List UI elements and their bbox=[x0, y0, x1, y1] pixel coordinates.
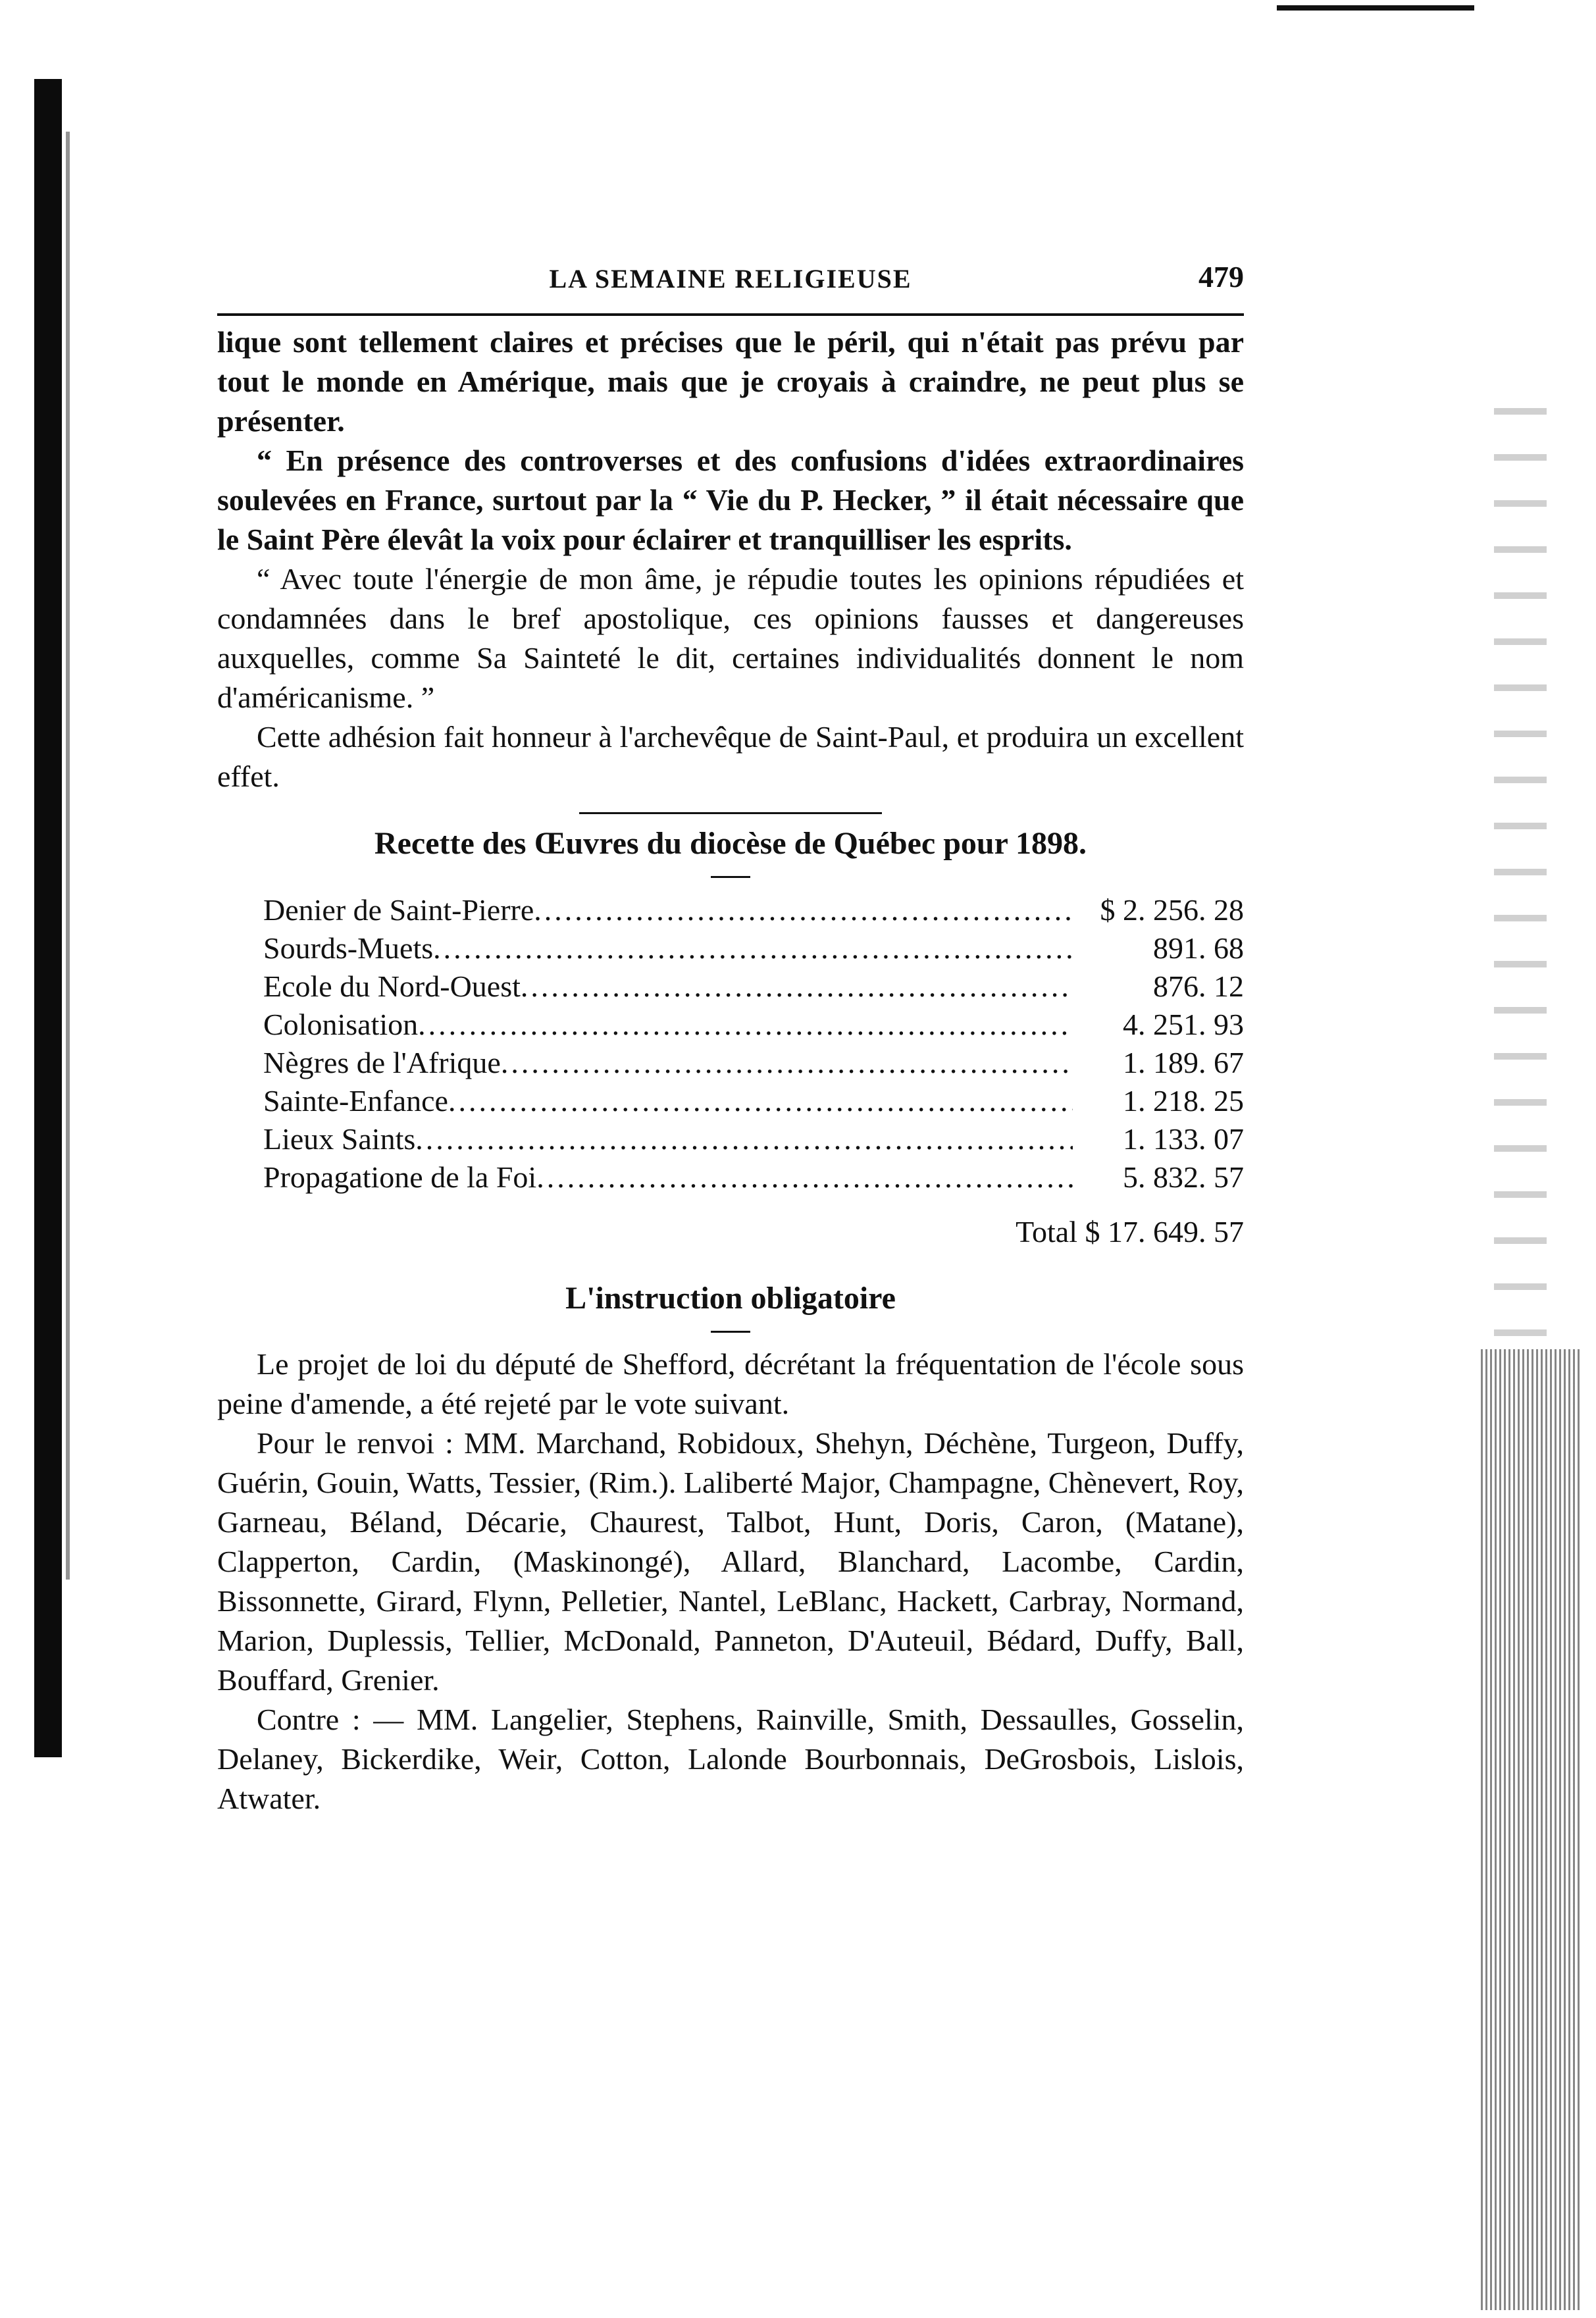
leader-dots bbox=[536, 1158, 1073, 1197]
scan-top-rule bbox=[1277, 5, 1474, 11]
leader-dots bbox=[534, 891, 1073, 929]
section-divider bbox=[579, 812, 882, 814]
table-row bbox=[263, 929, 1244, 967]
table-row bbox=[263, 891, 1244, 929]
row-label: Propagatione de la Foi bbox=[263, 1160, 537, 1194]
row-amount: 1. 133. 07 bbox=[1123, 1122, 1244, 1156]
leader-dots bbox=[448, 1082, 1073, 1120]
instruction-paragraph-3: Contre : — MM. Langelier, Stephens, Rainville, Smith, Dessaulles, Gosselin, Delaney, Bickerdike, Weir, Cotton, Lalonde Bourbonnais, DeGrosbois, Lislois, Atwater. bbox=[217, 1703, 1244, 1815]
leader-dots bbox=[521, 967, 1073, 1006]
table-row bbox=[263, 1082, 1244, 1120]
leader-dots bbox=[418, 1006, 1073, 1044]
page bbox=[217, 250, 1244, 1818]
row-amount: 1. 218. 25 bbox=[1123, 1084, 1244, 1118]
continuation-paragraph-1: lique sont tellement claires et précises que le péril, qui n'était pas prévu par tout le monde en Amérique, mais que je croyais à craindre, ne peut plus se présenter. bbox=[217, 325, 1244, 438]
page-number: 479 bbox=[1198, 260, 1244, 294]
scan-binding-shadow bbox=[34, 79, 62, 1757]
row-amount: 5. 832. 57 bbox=[1123, 1160, 1244, 1194]
leader-dots bbox=[501, 1044, 1073, 1082]
table-row bbox=[263, 967, 1244, 1006]
row-label: Nègres de l'Afrique bbox=[263, 1046, 501, 1079]
recette-total: Total $ 17. 649. 57 bbox=[1016, 1215, 1244, 1249]
instruction-paragraph-1: Le projet de loi du député de Shefford, décrétant la fréquentation de l'école sous peine d'amende, a été rejeté par le vote suivant. bbox=[217, 1347, 1244, 1420]
row-amount: 891. 68 bbox=[1153, 931, 1244, 965]
row-amount: 876. 12 bbox=[1153, 969, 1244, 1003]
instruction-paragraph-2: Pour le renvoi : MM. Marchand, Robidoux, Shehyn, Déchène, Turgeon, Duffy, Guérin, Gouin, Watts, Tessier, (Rim.). Laliberté Major, Champagne, Chènevert, Roy, Garneau, Béland, Décarie, Chaurest, Talbot, Hunt, Doris, Caron, (Matane), Clapperton, Cardin, (Maskinongé), Allard, Blanchard, Lacombe, Cardin, Bissonnette, Girard, Flynn, Pelletier, Nantel, LeBlanc, Hackett, Carbray, Normand, Marion, Duplessis, Tellier, McDonald, Panneton, D'Auteuil, Bédard, Duffy, Ball, Bouffard, Grenier. bbox=[217, 1426, 1244, 1697]
table-row bbox=[263, 1006, 1244, 1044]
scan-edge-noise-lower bbox=[1481, 1349, 1580, 2310]
leader-dots bbox=[433, 929, 1073, 967]
recette-title: Recette des Œuvres du diocèse de Québec pour 1898. bbox=[374, 826, 1087, 861]
row-label: Colonisation bbox=[263, 1008, 419, 1041]
instruction-title: L'instruction obligatoire bbox=[565, 1281, 896, 1316]
table-row bbox=[263, 1044, 1244, 1082]
recette-title-rule bbox=[711, 876, 750, 878]
table-row bbox=[263, 1158, 1244, 1197]
instruction-title-rule bbox=[711, 1331, 750, 1333]
table-row bbox=[263, 1120, 1244, 1158]
scan-binding-edge bbox=[66, 132, 70, 1580]
leader-dots bbox=[415, 1120, 1073, 1158]
continuation-paragraph-3: “ Avec toute l'énergie de mon âme, je répudie toutes les opinions répudiées et condamnées dans le bref apostolique, ces opinions fausses et dangereuses auxquelles, comme Sa Sainteté le dit, certaines individualités donnent le nom d'américanisme. ” bbox=[217, 562, 1244, 714]
continuation-paragraph-2: “ En présence des controverses et des confusions d'idées extraordinaires soulevées en France, surtout par la “ Vie du P. Hecker, ” il était nécessaire que le Saint Père élevât la voix pour éclairer et tranquilliser les esprits. bbox=[217, 444, 1244, 556]
row-label: Sourds-Muets bbox=[263, 931, 434, 965]
row-amount: $ 2. 256. 28 bbox=[1100, 893, 1244, 927]
row-amount: 1. 189. 67 bbox=[1123, 1046, 1244, 1079]
spacer bbox=[217, 1252, 1244, 1278]
page-header bbox=[217, 250, 1244, 303]
row-label: Lieux Saints bbox=[263, 1122, 416, 1156]
recette-table bbox=[263, 891, 1244, 1197]
continuation-paragraph-4: Cette adhésion fait honneur à l'archevêque de Saint-Paul, et produira un excellent effet. bbox=[217, 720, 1244, 793]
running-head: LA SEMAINE RELIGIEUSE bbox=[549, 264, 912, 294]
row-label: Ecole du Nord-Ouest bbox=[263, 969, 521, 1003]
row-amount: 4. 251. 93 bbox=[1123, 1008, 1244, 1041]
scan-edge-noise-upper bbox=[1494, 369, 1547, 1343]
header-rule bbox=[217, 313, 1244, 316]
row-label: Sainte-Enfance bbox=[263, 1084, 448, 1118]
row-label: Denier de Saint-Pierre bbox=[263, 893, 534, 927]
